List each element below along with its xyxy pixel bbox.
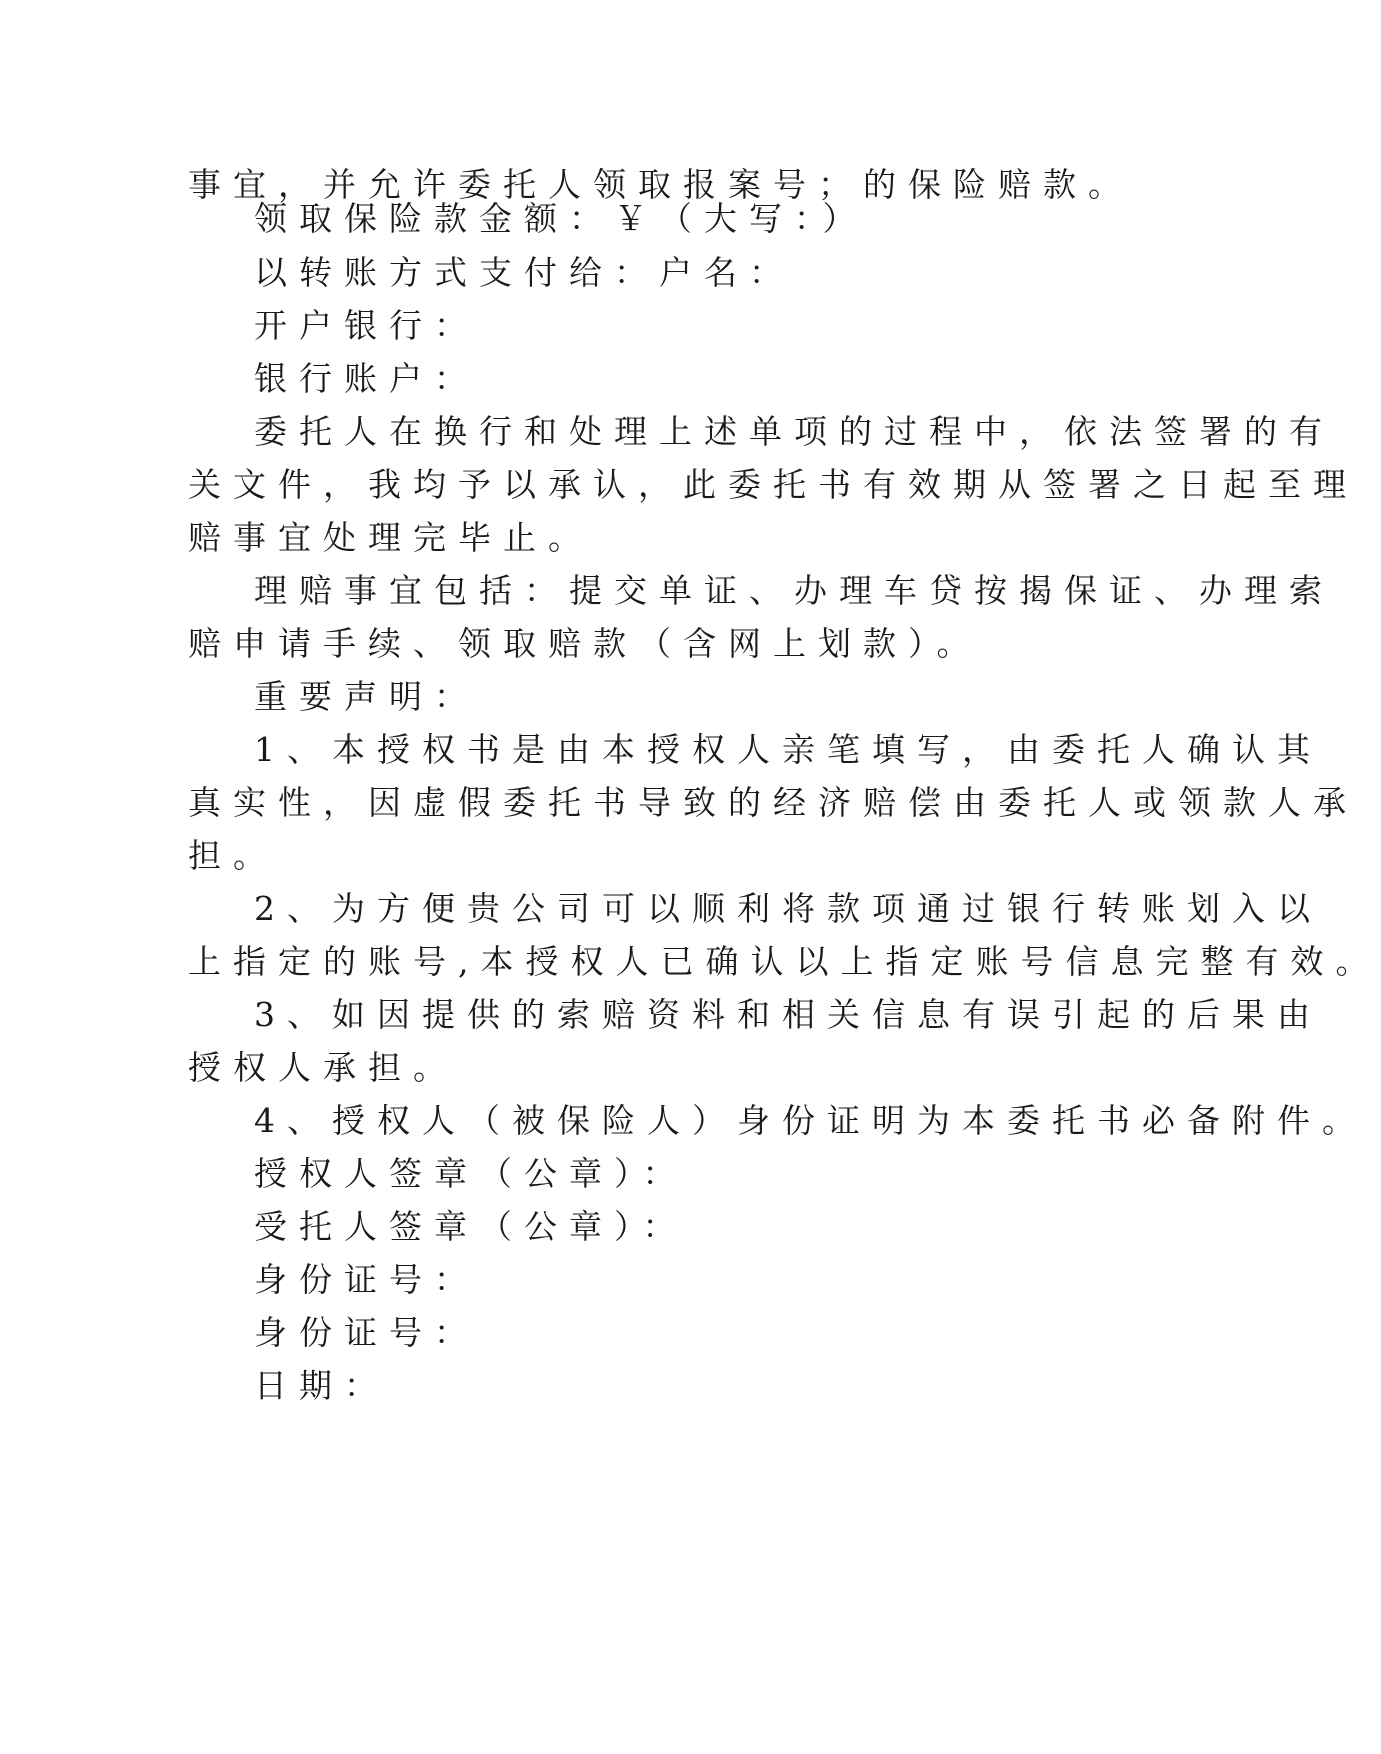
declaration-item: 真实性，因虚假委托书导致的经济赔偿由委托人或领款人承 (188, 783, 1358, 822)
declaration-item: 3、如因提供的索赔资料和相关信息有误引起的后果由 (254, 995, 1322, 1034)
declaration-item: 2、为方便贵公司可以顺利将款项通过银行转账划入以 (254, 889, 1322, 928)
paragraph-line: 赔申请手续、领取赔款（含网上划款）。 (188, 624, 982, 663)
declaration-item: 4、授权人（被保险人）身份证明为本委托书必备附件。 (254, 1101, 1367, 1140)
declaration-item: 上指定的账号,本授权人已确认以上指定账号信息完整有效。 (188, 942, 1381, 981)
declaration-item: 授权人承担。 (188, 1048, 458, 1087)
paragraph-line: 赔事宜处理完毕止。 (188, 518, 593, 557)
id-number-line: 身份证号： (254, 1313, 479, 1352)
authorizer-signature-line: 授权人签章（公章）： (254, 1154, 688, 1193)
declaration-item: 担。 (188, 836, 278, 875)
text-line-continuation: 事宜，并允许委托人领取报案号；的保险赔款。 (188, 165, 1133, 204)
paragraph-line: 理赔事宜包括：提交单证、办理车贷按揭保证、办理索 (254, 571, 1334, 610)
id-number-line: 身份证号： (254, 1260, 479, 1299)
trustee-signature-line: 受托人签章（公章）： (254, 1207, 688, 1246)
paragraph-line: 委托人在换行和处理上述单项的过程中，依法签署的有 (254, 412, 1334, 451)
section-heading: 重要声明： (254, 677, 479, 716)
bank-account-line: 银行账户： (254, 359, 479, 398)
bank-name-line: 开户银行： (254, 306, 479, 345)
transfer-account-name-line: 以转账方式支付给：户名： (254, 253, 794, 292)
claim-amount-line: 领取保险款金额：￥（大写：） (254, 199, 868, 238)
paragraph-line: 关文件，我均予以承认，此委托书有效期从签署之日起至理 (188, 465, 1358, 504)
declaration-item: 1、本授权书是由本授权人亲笔填写，由委托人确认其 (254, 730, 1322, 769)
date-line: 日期： (254, 1366, 389, 1405)
